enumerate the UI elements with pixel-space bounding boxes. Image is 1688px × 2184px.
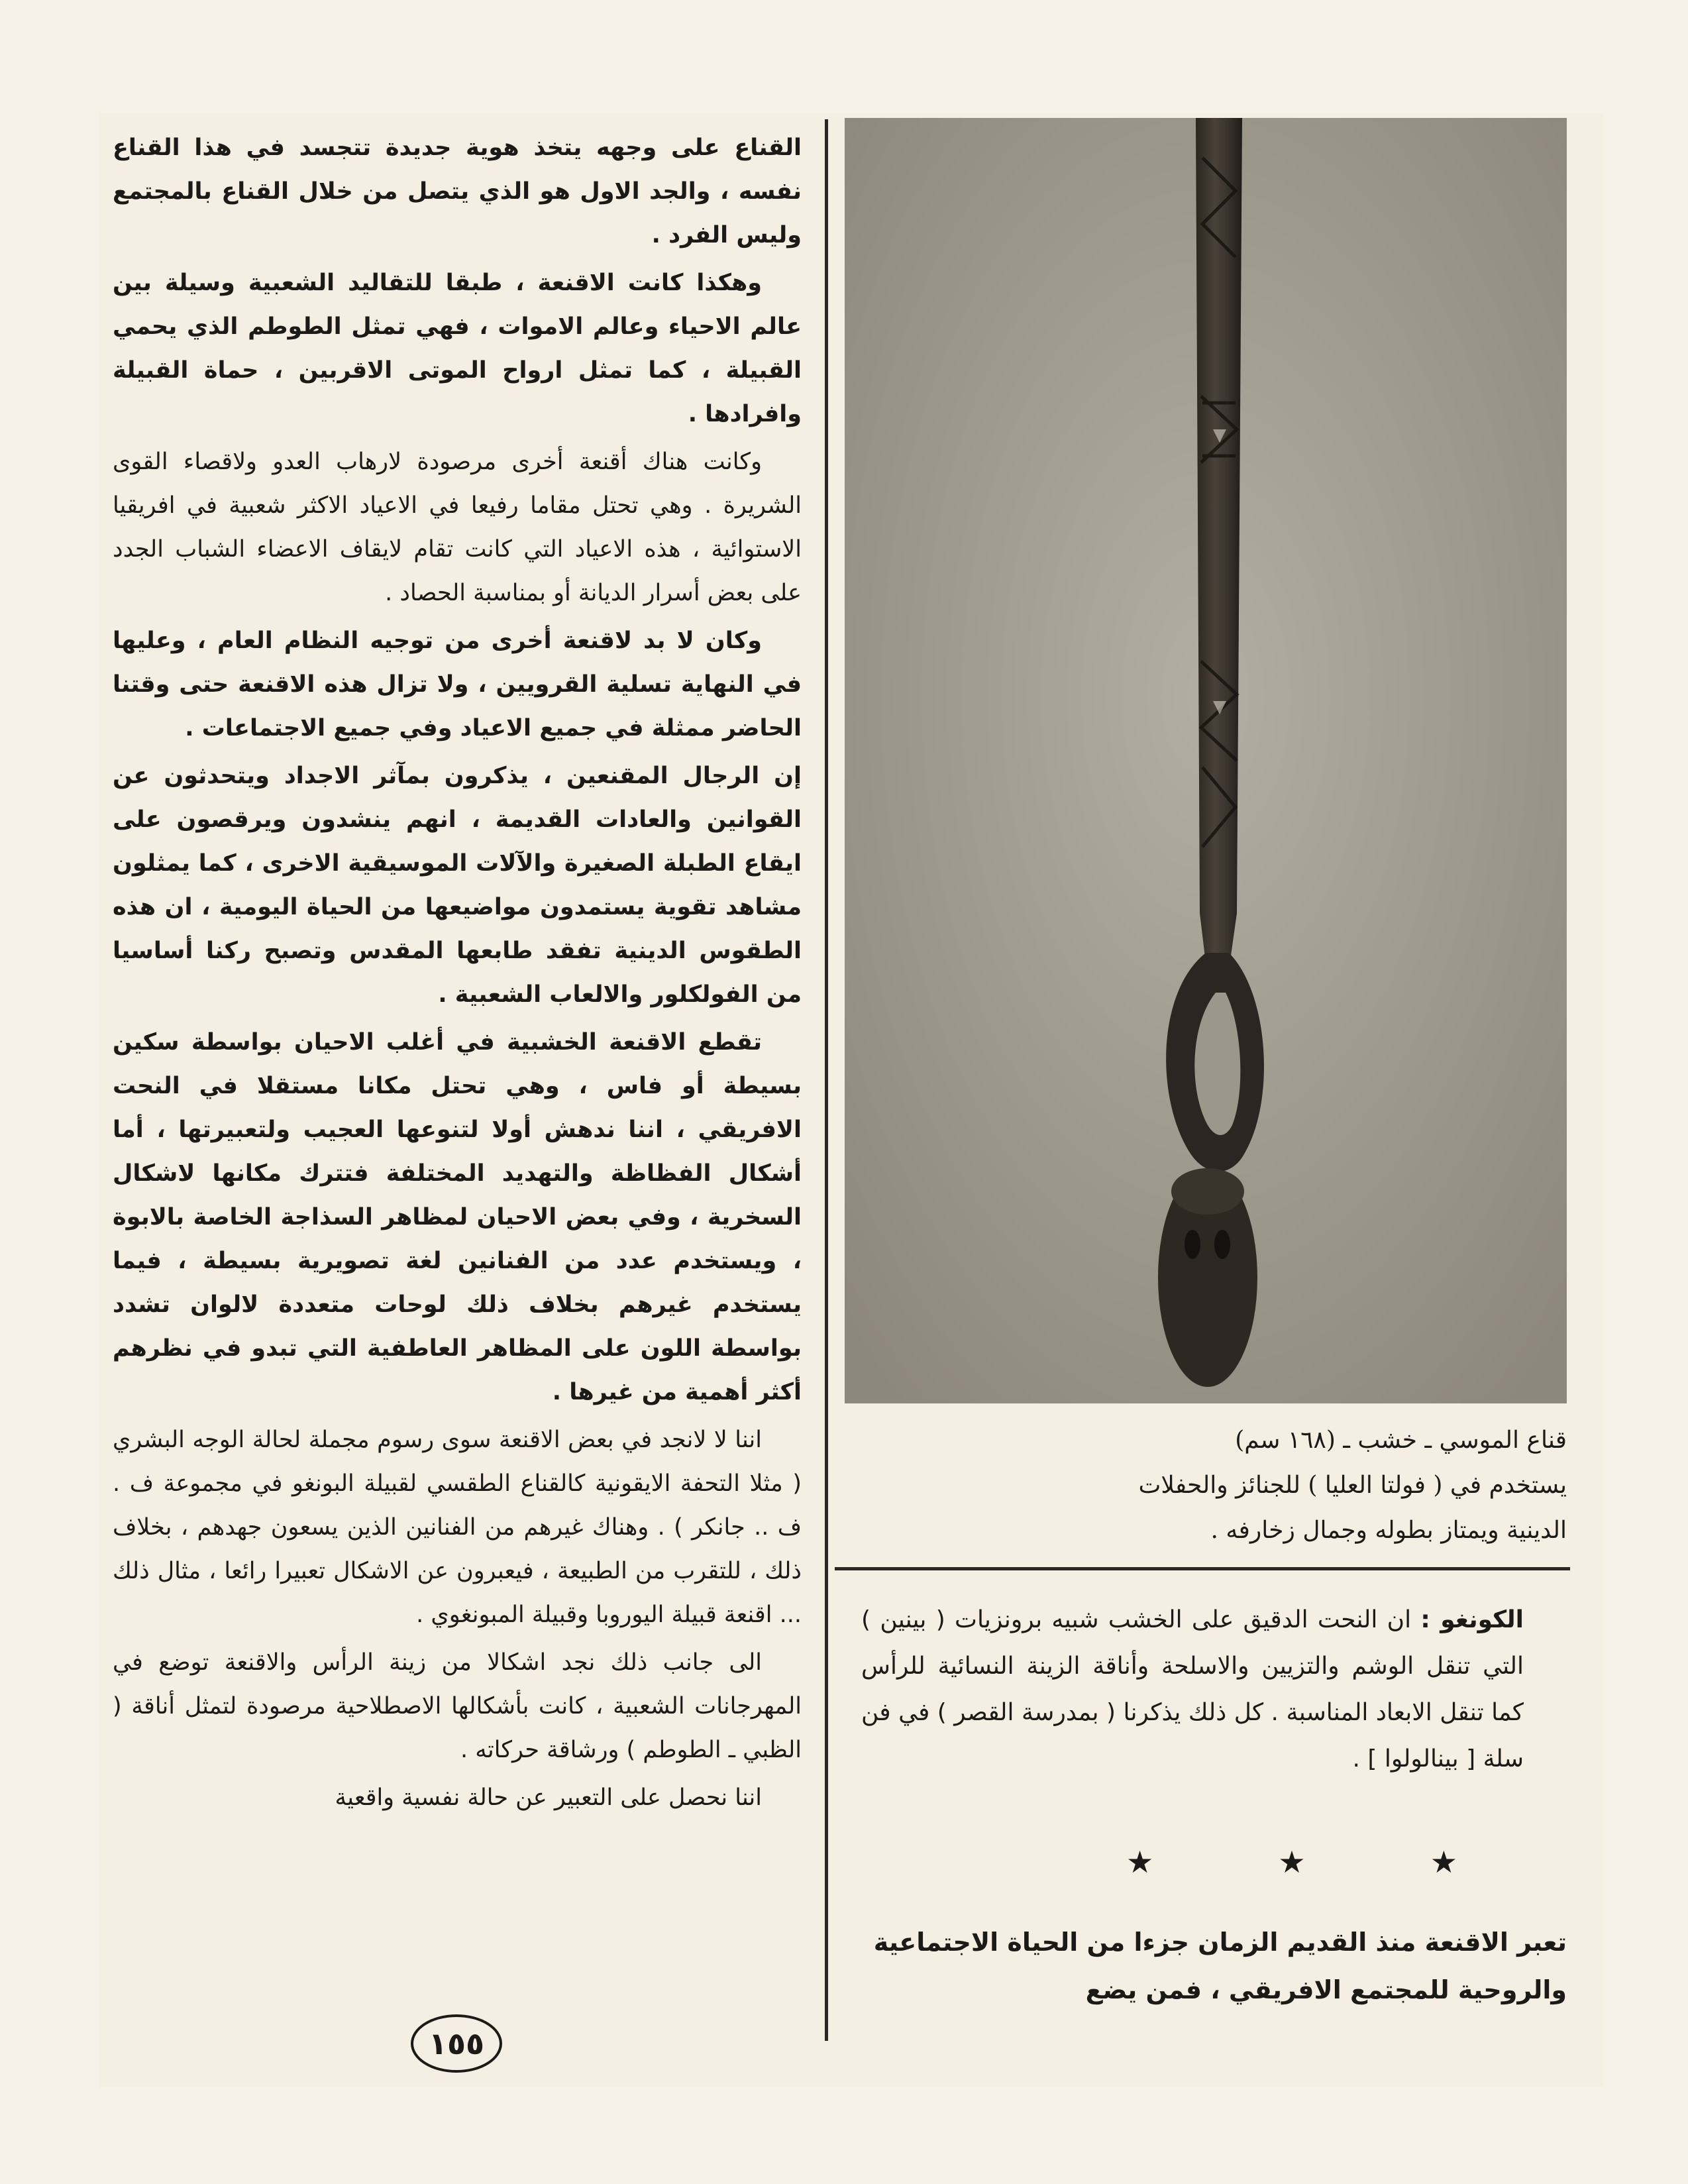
photo-caption — [845, 1418, 1567, 1570]
paragraph: الى جانب ذلك نجد اشكالا من زينة الرأس والاقنعة توضع في المهرجانات الشعبية ، كانت بأشكالها الاصطلاحية مرصودة لتمثل أناقة ( الظبي ـ الطوطم ) ورشاقة حركاته . — [113, 1649, 802, 1763]
column-divider — [825, 119, 828, 2041]
caption-line: الدينية ويمتاز بطوله وجمال زخارفه . — [1210, 1517, 1567, 1544]
star-icon: ★ — [1126, 1844, 1154, 1880]
paragraph: وكانت هناك أقنعة أخرى مرصودة لارهاب العدو ولاقصاء القوى الشريرة . وهي تحتل مقاما رفيعا في الاعياد الاكثر شعبية في افريقيا الاستوائية ، هذه الاعياد التي كانت تقام لايقاف الاعضاء الشباب الجدد على بعض أسرار الديانة أو بمناسبة الحصاد . — [113, 449, 802, 606]
paragraph: اننا نحصل على التعبير عن حالة نفسية واقعية — [335, 1784, 762, 1811]
star-separator — [1126, 1842, 1457, 1882]
paragraph: القناع على وجهه يتخذ هوية جديدة تتجسد في هذا القناع نفسه ، والجد الاول هو الذي يتصل من خلال القناع بالمجتمع وليس الفرد . — [113, 135, 802, 248]
star-icon: ★ — [1278, 1844, 1306, 1880]
caption-line: قناع الموسي ـ خشب ـ (١٦٨ سم) — [1235, 1427, 1567, 1454]
main-text-column — [113, 126, 802, 1975]
mask-photograph — [845, 118, 1567, 1403]
caption-line: يستخدم في ( فولتا العليا ) للجنائز والحفلات — [1138, 1472, 1567, 1499]
note-body: ان النحت الدقيق على الخشب شبيه برونزيات ( بينين ) التي تنقل الوشم والتزيين والاسلحة وأناقة الزينة النسائية للرأس كما تنقل الابعاد المناسبة . كل ذلك يذكرنا ( بمدرسة القصر ) في فن سلة [ بينالولوا ] . — [861, 1606, 1524, 1773]
star-icon: ★ — [1430, 1844, 1457, 1880]
paragraph: تقطع الاقنعة الخشبية في أغلب الاحيان بواسطة سكين بسيطة أو فاس ، وهي تحتل مكانا مستقلا في النحت الافريقي ، اننا ندهش أولا لتنوعها العجيب ولتعبيرتها ، أما أشكال الفظاظة والتهديد المختلفة فتترك مكانها لاشكال السخرية ، وفي بعض الاحيان لمظاهر السذاجة الخاصة بالابوة ، ويستخدم عدد من الفنانين لغة تصويرية بسيطة ، فيما يستخدم غيرهم بخلاف ذلك لوحات متعددة لالوان تشدد بواسطة اللون على المظاهر العاطفية التي تبدو في نظرهم أكثر أهمية من غيرها . — [113, 1029, 802, 1405]
page-number: ١٥٥ — [411, 2014, 502, 2073]
paragraph: وهكذا كانت الاقنعة ، طبقا للتقاليد الشعبية وسيلة بين عالم الاحياء وعالم الاموات ، فهي تمثل الطوطم الذي يحمي القبيلة ، كما تمثل ارواح الموتى الاقربين ، حماة القبيلة وافرادها . — [113, 270, 802, 427]
mask-illustration — [845, 118, 1567, 1403]
paragraph: إن الرجال المقنعين ، يذكرون بمآثر الاجداد ويتحدثون عن القوانين والعادات القديمة ، انهم ينشدون ويرقصون على ايقاع الطبلة الصغيرة والآلات الموسيقية الاخرى ، كما يمثلون مشاهد تقوية يستمدون مواضيعها من الحياة اليومية ، ان هذه الطقوس الدينية تفقد طابعها المقدس وتصبح ركنا أساسيا من الفولكلور والالعاب الشعبية . — [113, 763, 802, 1008]
paragraph: اننا لا لانجد في بعض الاقنعة سوى رسوم مجملة لحالة الوجه البشري ( مثلا التحفة الايقونية كالقناع الطقسي لقبيلة البونغو في مجموعة ف . ف .. جانكر ) . وهناك غيرهم من الفنانين الذين يسعون جهدهم ، بخلاف ذلك ، للتقرب من الطبيعة ، فيعبرون عن الاشكال تعبيرا رائعا ، مثال ذلك ... اقنعة قبيلة اليوروبا وقبيلة المبونغوي . — [113, 1427, 802, 1628]
note-text — [861, 1597, 1524, 1782]
paragraph: وكان لا بد لاقنعة أخرى من توجيه النظام العام ، وعليها في النهاية تسلية القرويين ، ولا تزال هذه الاقنعة حتى وقتنا الحاضر ممثلة في جميع الاعياد وفي جميع الاجتماعات . — [113, 628, 802, 741]
note-keyword: الكونغو : — [1420, 1606, 1524, 1633]
continuation-text: تعبر الاقنعة منذ القديم الزمان جزءا من الحياة الاجتماعية والروحية للمجتمع الافريقي ، فمن يضع — [873, 1928, 1567, 2004]
